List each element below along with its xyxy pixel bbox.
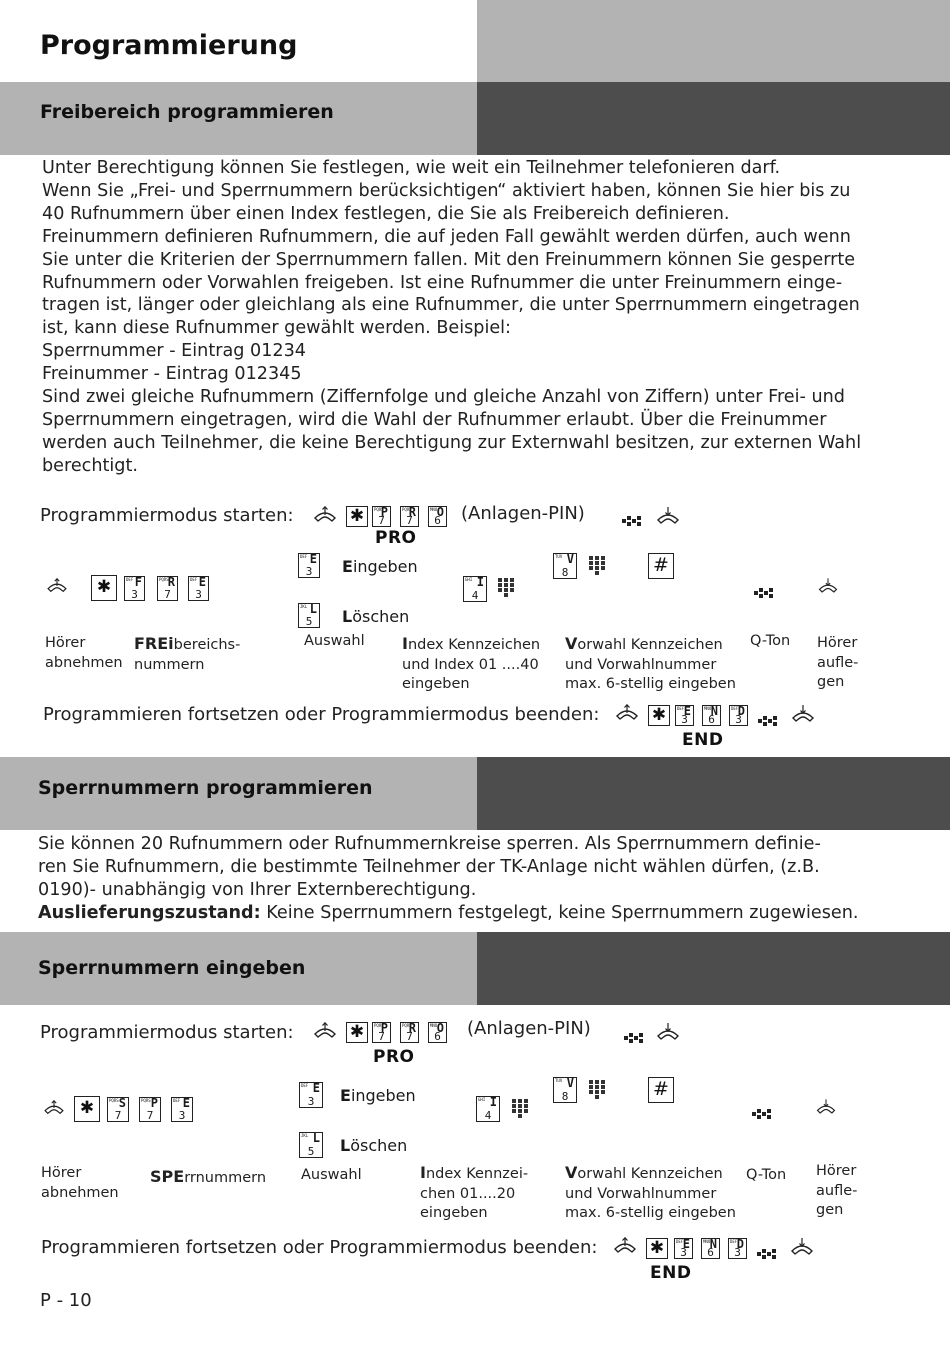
star-key: ✱ xyxy=(346,1022,368,1043)
paragraph-line: tragen ist, länger oder gleichlang als eine Rufnummer, die unter Sperrnummern eingetragen xyxy=(42,295,860,316)
star-key: ✱ xyxy=(74,1096,100,1122)
keypad-icon xyxy=(512,1099,528,1123)
key-7-r: PQRS R 7 xyxy=(400,506,419,527)
key-3-e: DEF E 3 xyxy=(675,705,694,726)
paragraph-line: Sperrnummern eingetragen, wird die Wahl der Rufnummer erlaubt. Über die Freinummer xyxy=(42,409,827,430)
key-5-l: JKL L 5 xyxy=(298,603,320,628)
key-5-l: JKL L 5 xyxy=(299,1132,323,1158)
key-3-d: DEF D 3 xyxy=(728,1238,747,1259)
section-heading-band-dark xyxy=(477,932,950,1005)
handset-lift-icon xyxy=(612,1237,638,1259)
index-label: Index Kennzeichen und Index 01 ....40 eingeben xyxy=(402,634,541,692)
handset-hangup-icon xyxy=(655,1022,681,1046)
eingeben-label: Eingeben xyxy=(342,557,418,576)
paragraph-line: Freinummer - Eintrag 012345 xyxy=(42,364,302,385)
handset-lift-icon xyxy=(45,578,69,598)
hash-key: # xyxy=(648,1077,674,1103)
key-7-s: PQRS S 7 xyxy=(107,1097,129,1122)
start-mode-label: Programmiermodus starten: xyxy=(40,505,294,526)
confirm-tone-icon xyxy=(754,583,774,602)
pro-code: PRO xyxy=(375,528,417,548)
confirm-tone-icon xyxy=(758,711,778,730)
section-heading-band-dark xyxy=(477,757,950,830)
section-paragraph-sperrnummern xyxy=(38,833,928,902)
paragraph-line: Wenn Sie „Frei- und Sperrnummern berücksichtigen“ aktiviert haben, können Sie hier bis zu xyxy=(42,180,851,201)
index-label: Index Kennzei- chen 01....20 eingeben xyxy=(420,1163,529,1221)
paragraph-line: Sind zwei gleiche Rufnummern (Ziffernfolge und gleiche Anzahl von Ziffern) unter Frei- und xyxy=(42,387,845,408)
handset-lift-icon xyxy=(312,1022,338,1044)
key-3-e: DEF E 3 xyxy=(188,576,209,601)
key-3-e: DEF E 3 xyxy=(299,1082,323,1108)
anlagen-pin-label: (Anlagen-PIN) xyxy=(467,1018,591,1039)
paragraph-line: 40 Rufnummern über einen Index festlegen, die Sie als Freibereich definieren. xyxy=(42,203,730,224)
star-key: ✱ xyxy=(648,705,670,726)
handset-hangup-icon xyxy=(790,704,816,728)
paragraph-line: Unter Berechtigung können Sie festlegen, wie weit ein Teilnehmer telefonieren darf. xyxy=(42,158,781,178)
delivery-state: Auslieferungszustand: Keine Sperrnummern festgelegt, keine Sperrnummern zugewiesen. xyxy=(38,903,859,923)
key-6-n: MNO N 6 xyxy=(701,1238,720,1259)
anlagen-pin-label: (Anlagen-PIN) xyxy=(461,503,585,524)
paragraph-line: Rufnummern oder Vorwahlen freigeben. Ist eine Rufnummer die unter Freinummern einge- xyxy=(42,272,843,293)
vorwahl-label: Vorwahl Kennzeichen und Vorwahlnummer max. 6-stellig eingeben xyxy=(565,1163,736,1221)
start-mode-label: Programmiermodus starten: xyxy=(40,1022,294,1043)
loeschen-label: Löschen xyxy=(340,1136,408,1155)
key-3-e: DEF E 3 xyxy=(674,1238,693,1259)
star-key: ✱ xyxy=(646,1238,668,1259)
end-code: END xyxy=(682,730,724,750)
handset-hangup-icon xyxy=(815,1098,837,1120)
confirm-tone-icon xyxy=(752,1104,772,1123)
key-6-o: MNO O 6 xyxy=(428,506,447,527)
handset-lift-icon xyxy=(614,704,640,726)
section-heading-freibereich: Freibereich programmieren xyxy=(40,101,334,123)
key-8-v: TUV V 8 xyxy=(553,553,577,579)
key-3-d: DEF D 3 xyxy=(729,705,748,726)
confirm-tone-icon xyxy=(622,511,642,530)
page-title: Programmierung xyxy=(40,30,298,61)
star-key: ✱ xyxy=(91,575,117,601)
eingeben-label: Eingeben xyxy=(340,1086,416,1105)
key-7-p: PQRS P 7 xyxy=(372,506,391,527)
keypad-icon xyxy=(498,578,514,602)
key-3-f: DEF F 3 xyxy=(124,576,145,601)
paragraph-line: ist, kann diese Rufnummer gewählt werden. Beispiel: xyxy=(42,318,511,339)
paragraph-line: berechtigt. xyxy=(42,455,138,476)
code-label: FREibereichs- nummern xyxy=(134,634,241,673)
star-key: ✱ xyxy=(346,506,368,527)
key-7-p: PQRS P 7 xyxy=(372,1022,391,1043)
end-mode-label: Programmieren fortsetzen oder Programmiermodus beenden: xyxy=(41,1237,598,1258)
handset-lift-icon xyxy=(42,1100,66,1120)
handset-hangup-icon xyxy=(817,577,839,599)
qton-label: Q-Ton xyxy=(750,633,791,649)
qton-label: Q-Ton xyxy=(746,1167,787,1183)
key-8-v: TUV V 8 xyxy=(553,1077,577,1103)
key-6-n: MNO N 6 xyxy=(702,705,721,726)
handset-lift-icon xyxy=(312,506,338,528)
paragraph-line: Sie unter die Kriterien der Sperrnummern fallen. Mit den Freinummern können Sie gesperrte xyxy=(42,249,856,270)
paragraph-line: ren Sie Rufnummern, die bestimmte Teilnehmer der TK-Anlage nicht wählen dürfen, (z.B. xyxy=(38,856,820,877)
keypad-icon xyxy=(589,1080,605,1104)
hoerer-auflegen-label: Hörer aufle- gen xyxy=(816,1163,858,1218)
key-7-r: PQRS R 7 xyxy=(400,1022,419,1043)
section-paragraph-freibereich xyxy=(42,157,922,478)
confirm-tone-icon xyxy=(757,1244,777,1263)
code-label: SPErrnummern xyxy=(150,1167,267,1186)
handset-hangup-icon xyxy=(655,506,681,530)
page-number: P - 10 xyxy=(40,1290,92,1311)
auswahl-label: Auswahl xyxy=(301,1167,362,1183)
section-heading-band-dark xyxy=(477,82,950,155)
paragraph-line: werden auch Teilnehmer, die keine Berechtigung zur Externwahl besitzen, zur externen Wahl xyxy=(42,432,862,453)
loeschen-label: Löschen xyxy=(342,607,410,626)
hoerer-auflegen-label: Hörer aufle- gen xyxy=(817,635,859,690)
key-4-i: GHI I 4 xyxy=(476,1096,500,1122)
pro-code: PRO xyxy=(373,1047,415,1067)
auswahl-label: Auswahl xyxy=(304,633,365,649)
hash-key: # xyxy=(648,553,674,579)
section-heading-sperrnummern-programmieren: Sperrnummern programmieren xyxy=(38,777,373,799)
key-7-p: PQRS P 7 xyxy=(139,1097,161,1122)
key-7-r: PQRS R 7 xyxy=(157,576,178,601)
key-4-i: GHI I 4 xyxy=(463,576,487,602)
keypad-icon xyxy=(589,556,605,580)
vorwahl-label: Vorwahl Kennzeichen und Vorwahlnummer max. 6-stellig eingeben xyxy=(565,634,736,692)
paragraph-line: 0190)- unabhängig von Ihrer Externberechtigung. xyxy=(38,879,477,900)
key-3-e: DEF E 3 xyxy=(171,1097,193,1122)
handset-hangup-icon xyxy=(789,1237,815,1261)
end-mode-label: Programmieren fortsetzen oder Programmiermodus beenden: xyxy=(43,704,600,725)
confirm-tone-icon xyxy=(624,1028,644,1047)
hoerer-abnehmen-label: Hörer abnehmen xyxy=(41,1165,119,1201)
header-band-top-right xyxy=(477,0,950,82)
paragraph-line: Sie können 20 Rufnummern oder Rufnummernkreise sperren. Als Sperrnummern definie- xyxy=(38,834,821,854)
key-3-e: DEF E 3 xyxy=(298,553,320,578)
paragraph-line: Sperrnummer - Eintrag 01234 xyxy=(42,341,306,362)
hoerer-abnehmen-label: Hörer abnehmen xyxy=(45,635,123,671)
paragraph-line: Freinummern definieren Rufnummern, die auf jeden Fall gewählt werden dürfen, auch wenn xyxy=(42,226,851,247)
section-heading-sperrnummern-eingeben: Sperrnummern eingeben xyxy=(38,957,306,979)
key-6-o: MNO O 6 xyxy=(428,1022,447,1043)
end-code: END xyxy=(650,1263,692,1283)
